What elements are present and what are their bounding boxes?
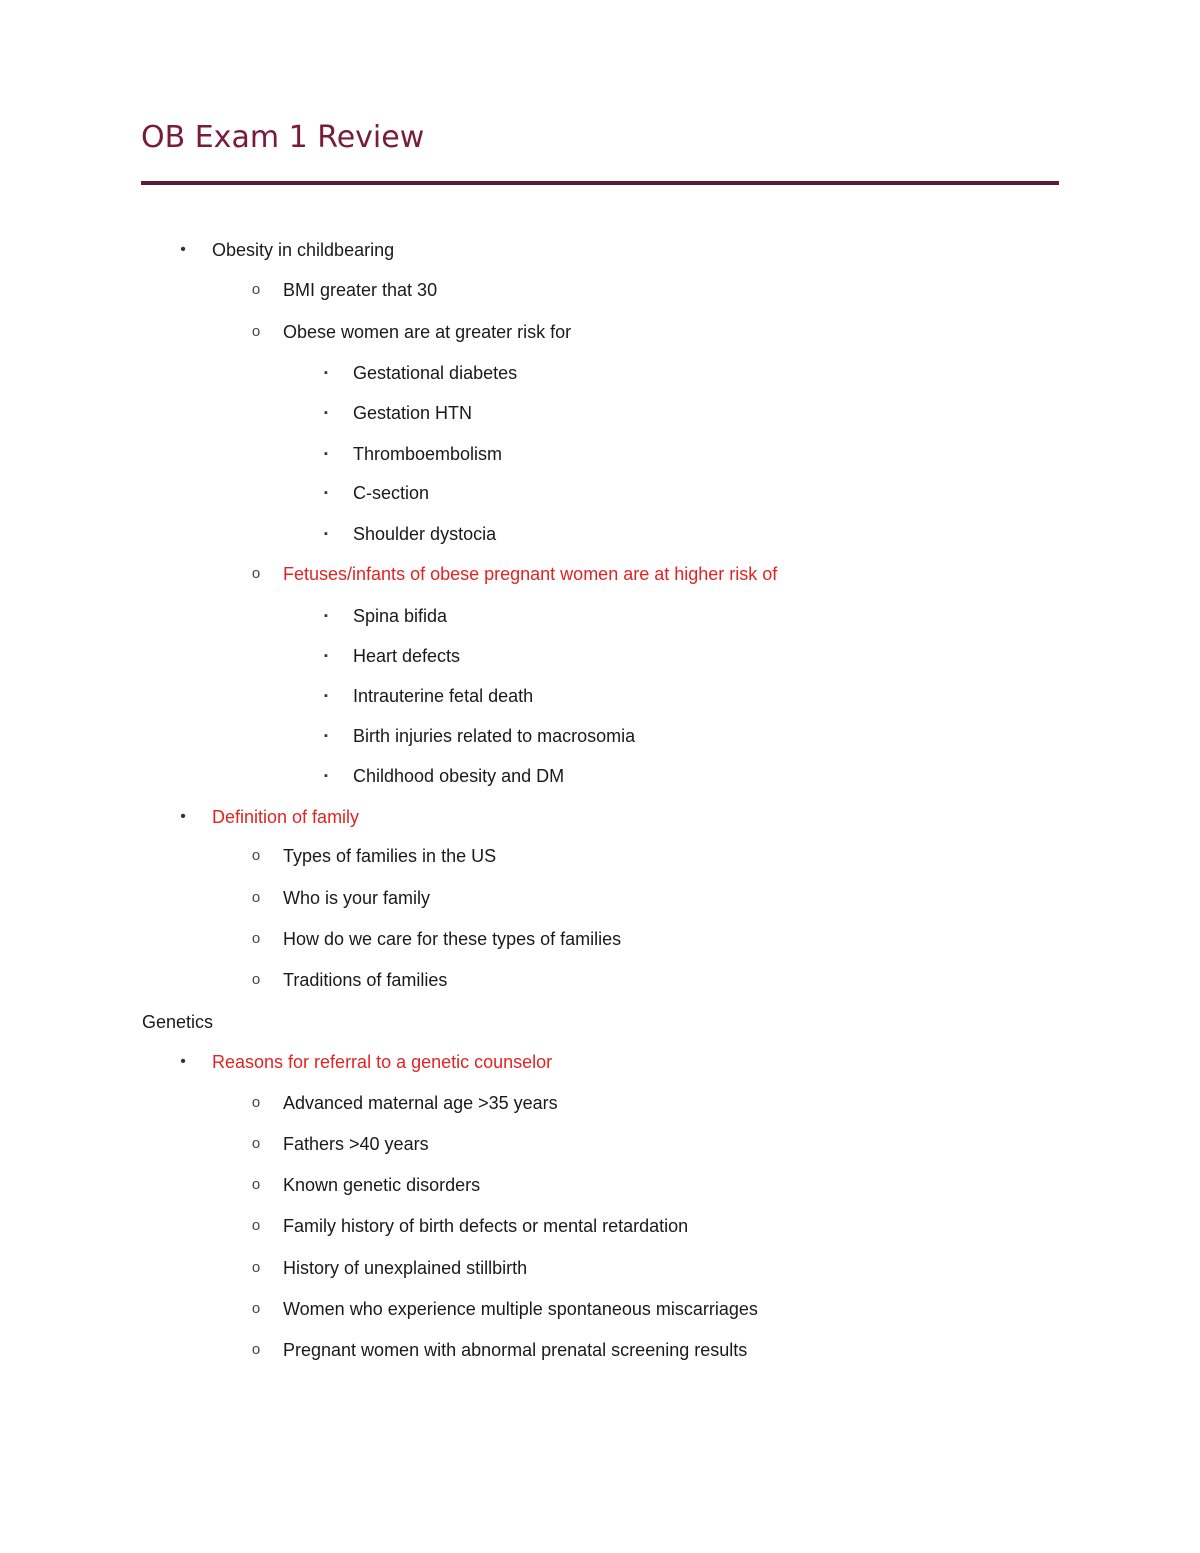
subbullet-text: Who is your family <box>283 888 431 908</box>
document-title: OB Exam 1 Review <box>141 120 425 155</box>
subbullet-text: Family history of birth defects or mental retardation <box>283 1216 689 1236</box>
subbullet-text: Known genetic disorders <box>283 1175 481 1195</box>
subbullet-text: Obese women are at greater risk for <box>283 322 572 342</box>
list-item-text: Thromboembolism <box>353 444 503 464</box>
square-bullet-marker: ▪ <box>324 528 328 540</box>
subbullet-marker: o <box>251 323 261 340</box>
subbullet-text: Fetuses/infants of obese pregnant women are at higher risk of <box>283 564 778 584</box>
list-item-text: C-section <box>353 483 430 503</box>
square-bullet-marker: ▪ <box>324 407 328 419</box>
subbullet-marker: o <box>251 565 261 582</box>
subbullet-text: Fathers >40 years <box>283 1134 429 1154</box>
subbullet-text: Advanced maternal age >35 years <box>283 1093 558 1113</box>
bullet-text: Reasons for referral to a genetic counselor <box>212 1052 553 1072</box>
list-item-text: Intrauterine fetal death <box>353 686 534 706</box>
subbullet-text: Types of families in the US <box>283 846 497 866</box>
list-item-text: Spina bifida <box>353 606 448 626</box>
subbullet-text: Traditions of families <box>283 970 448 990</box>
subbullet-marker: o <box>251 847 261 864</box>
subbullet-marker: o <box>251 971 261 988</box>
subbullet-marker: o <box>251 889 261 906</box>
list-item-text: Shoulder dystocia <box>353 524 497 544</box>
subbullet-marker: o <box>251 1300 261 1317</box>
bullet-text: Definition of family <box>212 807 360 827</box>
square-bullet-marker: ▪ <box>324 448 328 460</box>
list-item-text: Childhood obesity and DM <box>353 766 565 786</box>
subbullet-marker: o <box>251 1094 261 1111</box>
subbullet-marker: o <box>251 1176 261 1193</box>
bullet-text: Obesity in childbearing <box>212 240 395 260</box>
square-bullet-marker: ▪ <box>324 730 328 742</box>
subbullet-marker: o <box>251 930 261 947</box>
bullet-marker: • <box>180 1053 186 1070</box>
square-bullet-marker: ▪ <box>324 610 328 622</box>
subbullet-text: Pregnant women with abnormal prenatal screening results <box>283 1340 748 1360</box>
list-item-text: Heart defects <box>353 646 461 666</box>
bullet-marker: • <box>180 241 186 258</box>
subbullet-marker: o <box>251 1259 261 1276</box>
subbullet-marker: o <box>251 281 261 298</box>
list-item-text: Gestation HTN <box>353 403 473 423</box>
subbullet-text: History of unexplained stillbirth <box>283 1258 528 1278</box>
title-underline-rule <box>141 181 1059 185</box>
subbullet-marker: o <box>251 1135 261 1152</box>
subbullet-marker: o <box>251 1341 261 1358</box>
subbullet-text: How do we care for these types of families <box>283 929 622 949</box>
list-item-text: Gestational diabetes <box>353 363 518 383</box>
section-heading-genetics: Genetics <box>142 1012 214 1032</box>
bullet-marker: • <box>180 808 186 825</box>
square-bullet-marker: ▪ <box>324 487 328 499</box>
subbullet-text: Women who experience multiple spontaneous miscarriages <box>283 1299 758 1319</box>
square-bullet-marker: ▪ <box>324 650 328 662</box>
subbullet-text: BMI greater that 30 <box>283 280 438 300</box>
subbullet-marker: o <box>251 1217 261 1234</box>
list-item-text: Birth injuries related to macrosomia <box>353 726 636 746</box>
square-bullet-marker: ▪ <box>324 690 328 702</box>
square-bullet-marker: ▪ <box>324 367 328 379</box>
square-bullet-marker: ▪ <box>324 770 328 782</box>
